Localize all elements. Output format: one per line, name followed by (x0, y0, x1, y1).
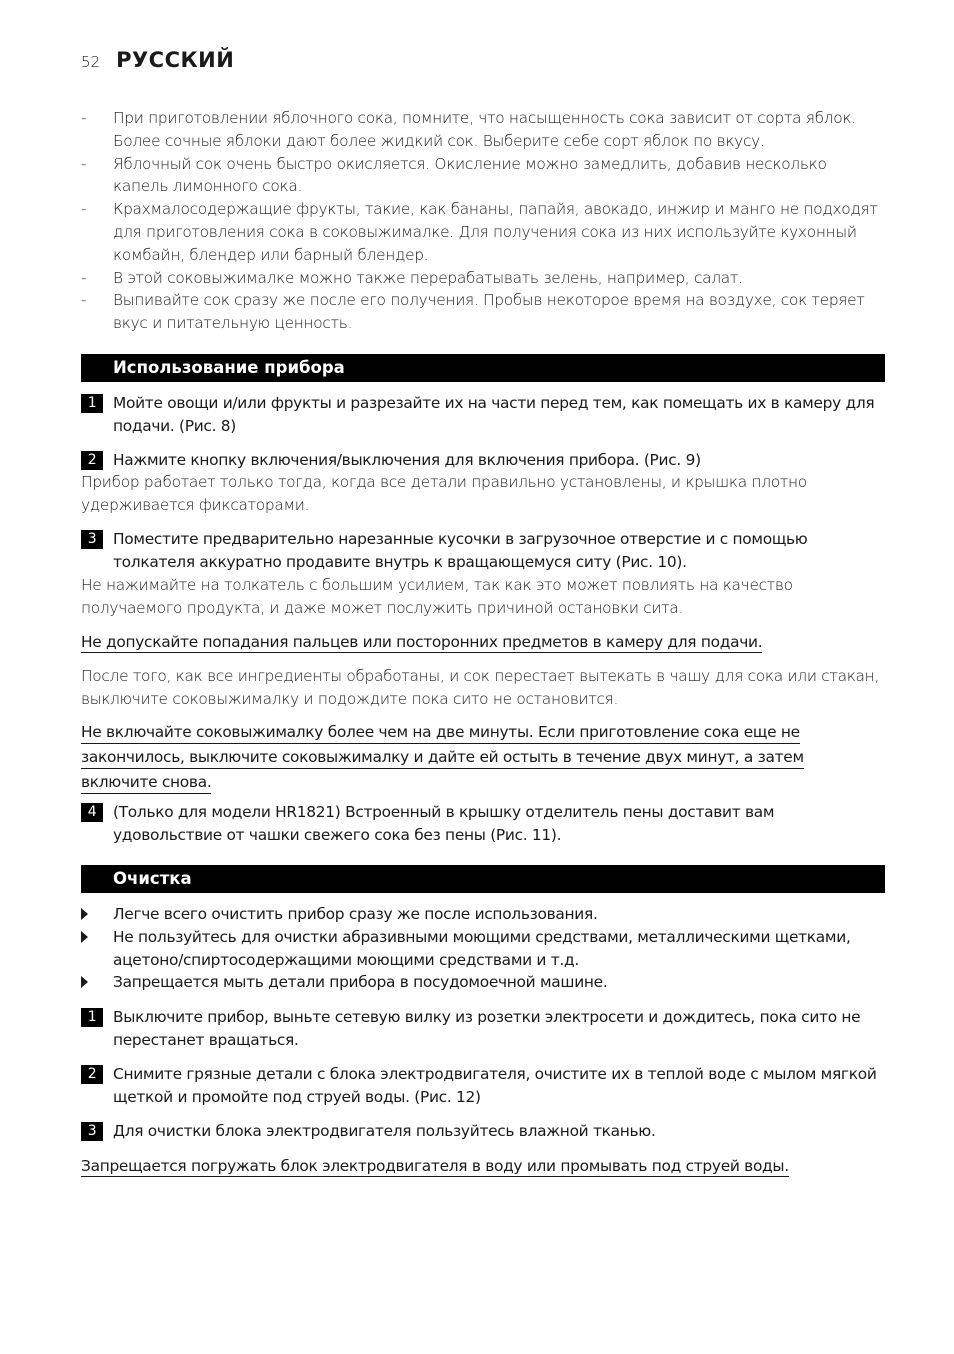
step-number: 2 (81, 1065, 103, 1084)
usage-after-text: После того, как все ингредиенты обработаны, и сок перестает вытекать в чашу для сока или стакан, выключите соковыжималку и подождите пока сито не остановится. (81, 667, 880, 708)
warning-line: включите снова. (81, 772, 211, 794)
warning-line: закончилось, выключите соковыжималку и дайте ей остыть в течение двух минут, а затем (81, 747, 804, 769)
step-text: Поместите предварительно нарезанные кусочки в загрузочное отверстие и с помощью толкателя аккуратно продавите внутрь к вращающемуся ситу (Рис. 10). (113, 530, 808, 571)
step-number: 1 (81, 394, 103, 413)
cleaning-warning (81, 1155, 886, 1178)
cleaning-step-1 (81, 1006, 886, 1052)
step-text: Снимите грязные детали с блока электродвигателя, очистите их в теплой воде с мылом мягкой щеткой и промойте под струей воды. (Рис. 12) (113, 1065, 877, 1106)
usage-step-1 (81, 392, 886, 438)
cleaning-step-3 (81, 1120, 886, 1143)
step-text: Нажмите кнопку включения/выключения для включения прибора. (Рис. 9) (113, 451, 701, 469)
usage-step-3 (81, 528, 886, 574)
step-text: Выключите прибор, выньте сетевую вилку из розетки электросети и дождитесь, пока сито не перестанет вращаться. (113, 1008, 861, 1049)
tip-item: - Выпивайте сок сразу же после его получения. Пробыв некоторое время на воздухе, сок теряет вкус и питательную ценность. (81, 289, 886, 335)
step-text: Мойте овощи и/или фрукты и разрезайте их на части перед тем, как помещать их в камеру для подачи. (Рис. 8) (113, 394, 875, 435)
usage-step-2 (81, 449, 886, 472)
usage-warning-2 (81, 721, 886, 795)
step-number: 3 (81, 1122, 103, 1141)
language-title: РУССКИЙ (116, 48, 235, 72)
warning-text: Запрещается погружать блок электродвигателя в воду или промывать под струей воды. (81, 1157, 789, 1175)
step-text: (Только для модели HR1821) Встроенный в крышку отделитель пены доставит вам удовольствие от чашки свежего сока без пены (Рис. 11). (113, 803, 775, 844)
cleaning-step-2 (81, 1063, 886, 1109)
page-number: 52 (81, 53, 101, 71)
tip-item: - В этой соковыжималке можно также перерабатывать зелень, например, салат. (81, 267, 886, 290)
usage-warning-1 (81, 631, 886, 654)
section-heading-usage: Использование прибора (81, 354, 885, 382)
cleaning-bullets (81, 903, 886, 994)
bullet-item: Легче всего очистить прибор сразу же после использования. (81, 903, 886, 926)
bullet-item: Запрещается мыть детали прибора в посудомоечной машине. (81, 971, 886, 994)
warning-line: Не включайте соковыжималку более чем на две минуты. Если приготовление сока еще не (81, 722, 800, 744)
page-header (81, 48, 234, 72)
usage-note-3: Не нажимайте на толкатель с большим усилием, так как это может повлиять на качество получаемого продукта, и даже может послужить причиной остановки сита. (81, 576, 793, 617)
step-number: 1 (81, 1008, 103, 1027)
tip-item: - При приготовлении яблочного сока, помните, что насыщенность сока зависит от сорта яблок. Более сочные яблоки дают более жидкий сок. Выберите себе сорт яблок по вкусу. (81, 107, 886, 153)
step-number: 3 (81, 530, 103, 549)
step-number: 4 (81, 803, 103, 822)
usage-step-4 (81, 801, 886, 847)
tip-item: - Яблочный сок очень быстро окисляется. Окисление можно замедлить, добавив несколько капель лимонного сока. (81, 153, 886, 199)
warning-text: Не допускайте попадания пальцев или посторонних предметов в камеру для подачи. (81, 633, 763, 651)
bullet-item: Не пользуйтесь для очистки абразивными моющими средствами, металлическими щетками, ацетоно/спиртосодержащими моющими средствами и т.д. (81, 926, 886, 972)
tip-item: - Крахмалосодержащие фрукты, такие, как бананы, папайя, авокадо, инжир и манго не подходят для приготовления сока в соковыжималке. Для получения сока из них используйте кухонный комбайн, блендер или барный блендер. (81, 198, 886, 266)
tips-list (81, 107, 886, 335)
section-heading-cleaning: Очистка (81, 865, 885, 893)
step-number: 2 (81, 451, 103, 470)
step-text: Для очистки блока электродвигателя пользуйтесь влажной тканью. (113, 1122, 656, 1140)
usage-note-2: Прибор работает только тогда, когда все детали правильно установлены, и крышка плотно удерживается фиксаторами. (81, 473, 807, 514)
